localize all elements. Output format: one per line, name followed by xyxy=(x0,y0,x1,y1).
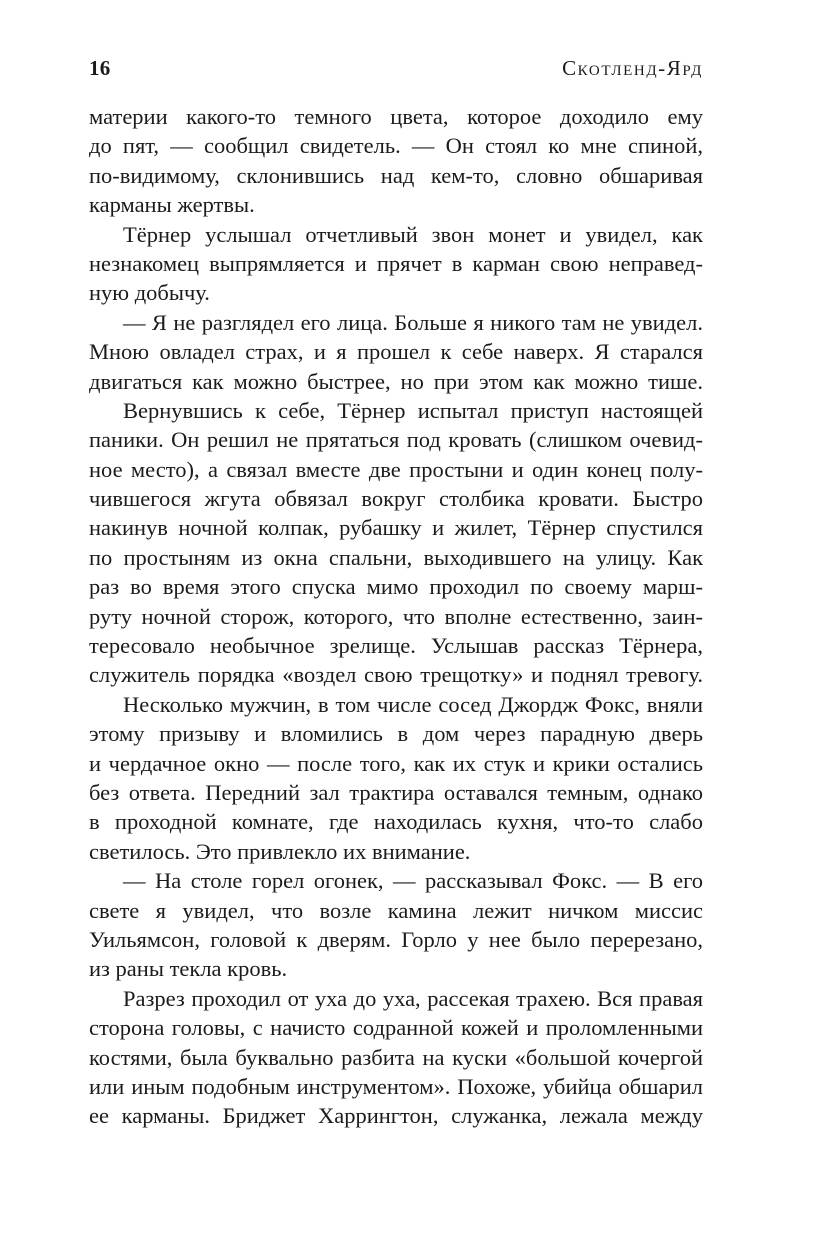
text-line: по-видимому, склонившись над кем-то, словно обшаривая xyxy=(89,162,703,188)
text-line: сторона головы, с начисто содранной кожей и проломленными xyxy=(89,1015,703,1041)
text-line: раз во время этого спуска мимо проходил по своему марш- xyxy=(89,574,703,600)
text-line: ее карманы. Бриджет Харрингтон, служанка, лежала между xyxy=(89,1103,703,1129)
text-line: Разрез проходил от уха до уха, рассекая трахею. Вся правая xyxy=(123,985,703,1011)
text-line: без ответа. Передний зал трактира оставался темным, однако xyxy=(89,779,703,805)
running-title: Скотленд-Ярд xyxy=(562,56,703,80)
text-line: руту ночной сторож, которого, что вполне естественно, заин- xyxy=(89,603,703,629)
text-line: и чердачное окно — после того, как их стук и крики остались xyxy=(89,750,703,776)
text-line: карманы жертвы. xyxy=(89,192,255,218)
text-line: по простыням из окна спальни, выходившего на улицу. Как xyxy=(89,544,703,570)
text-line: незнакомец выпрямляется и прячет в карман свою неправед- xyxy=(89,250,703,276)
text-line: или иным подобным инструментом». Похоже, убийца обшарил xyxy=(89,1073,703,1099)
body-text xyxy=(89,102,703,1131)
text-line: Несколько мужчин, в том числе сосед Джордж Фокс, вняли xyxy=(123,691,703,717)
text-line: накинув ночной колпак, рубашку и жилет, Тёрнер спустился xyxy=(89,515,703,541)
text-line: двигаться как можно быстрее, но при этом как можно тише. xyxy=(89,368,703,394)
text-line: в проходной комнате, где находилась кухня, что-то слабо xyxy=(89,809,703,835)
text-line: Уильямсон, головой к дверям. Горло у нее было перерезано, xyxy=(89,926,703,952)
text-line: ную добычу. xyxy=(89,280,210,306)
text-line: костями, была буквально разбита на куски «большой кочергой xyxy=(89,1044,703,1070)
text-line: служитель порядка «воздел свою трещотку» и поднял тревогу. xyxy=(89,662,703,688)
text-line: паники. Он решил не прятаться под кровать (слишком очевид- xyxy=(89,427,703,453)
book-page xyxy=(89,0,703,1240)
text-line: Вернувшись к себе, Тёрнер испытал приступ настоящей xyxy=(123,397,703,423)
text-line: — Я не разглядел его лица. Больше я никого там не увидел. xyxy=(123,309,703,335)
text-line: тересовало необычное зрелище. Услышав рассказ Тёрнера, xyxy=(89,633,703,659)
text-line: Тёрнер услышал отчетливый звон монет и увидел, как xyxy=(123,221,703,247)
text-line: до пят, — сообщил свидетель. — Он стоял ко мне спиной, xyxy=(89,133,703,159)
page-number: 16 xyxy=(89,56,111,80)
text-line: ное место), а связал вместе две простыни и один конец полу- xyxy=(89,456,703,482)
text-line: — На столе горел огонек, — рассказывал Фокс. — В его xyxy=(123,868,703,894)
text-line: из раны текла кровь. xyxy=(89,956,288,982)
text-line: светилось. Это привлекло их внимание. xyxy=(89,838,471,864)
text-line: этому призыву и вломились в дом через парадную дверь xyxy=(89,721,703,747)
running-head xyxy=(89,50,703,80)
text-line: Мною овладел страх, и я прошел к себе наверх. Я старался xyxy=(89,339,703,365)
text-line: свете я увидел, что возле камина лежит ничком миссис xyxy=(89,897,703,923)
text-line: чившегося жгута обвязал вокруг столбика кровати. Быстро xyxy=(89,486,703,512)
text-line: материи какого-то темного цвета, которое доходило ему xyxy=(89,104,703,129)
